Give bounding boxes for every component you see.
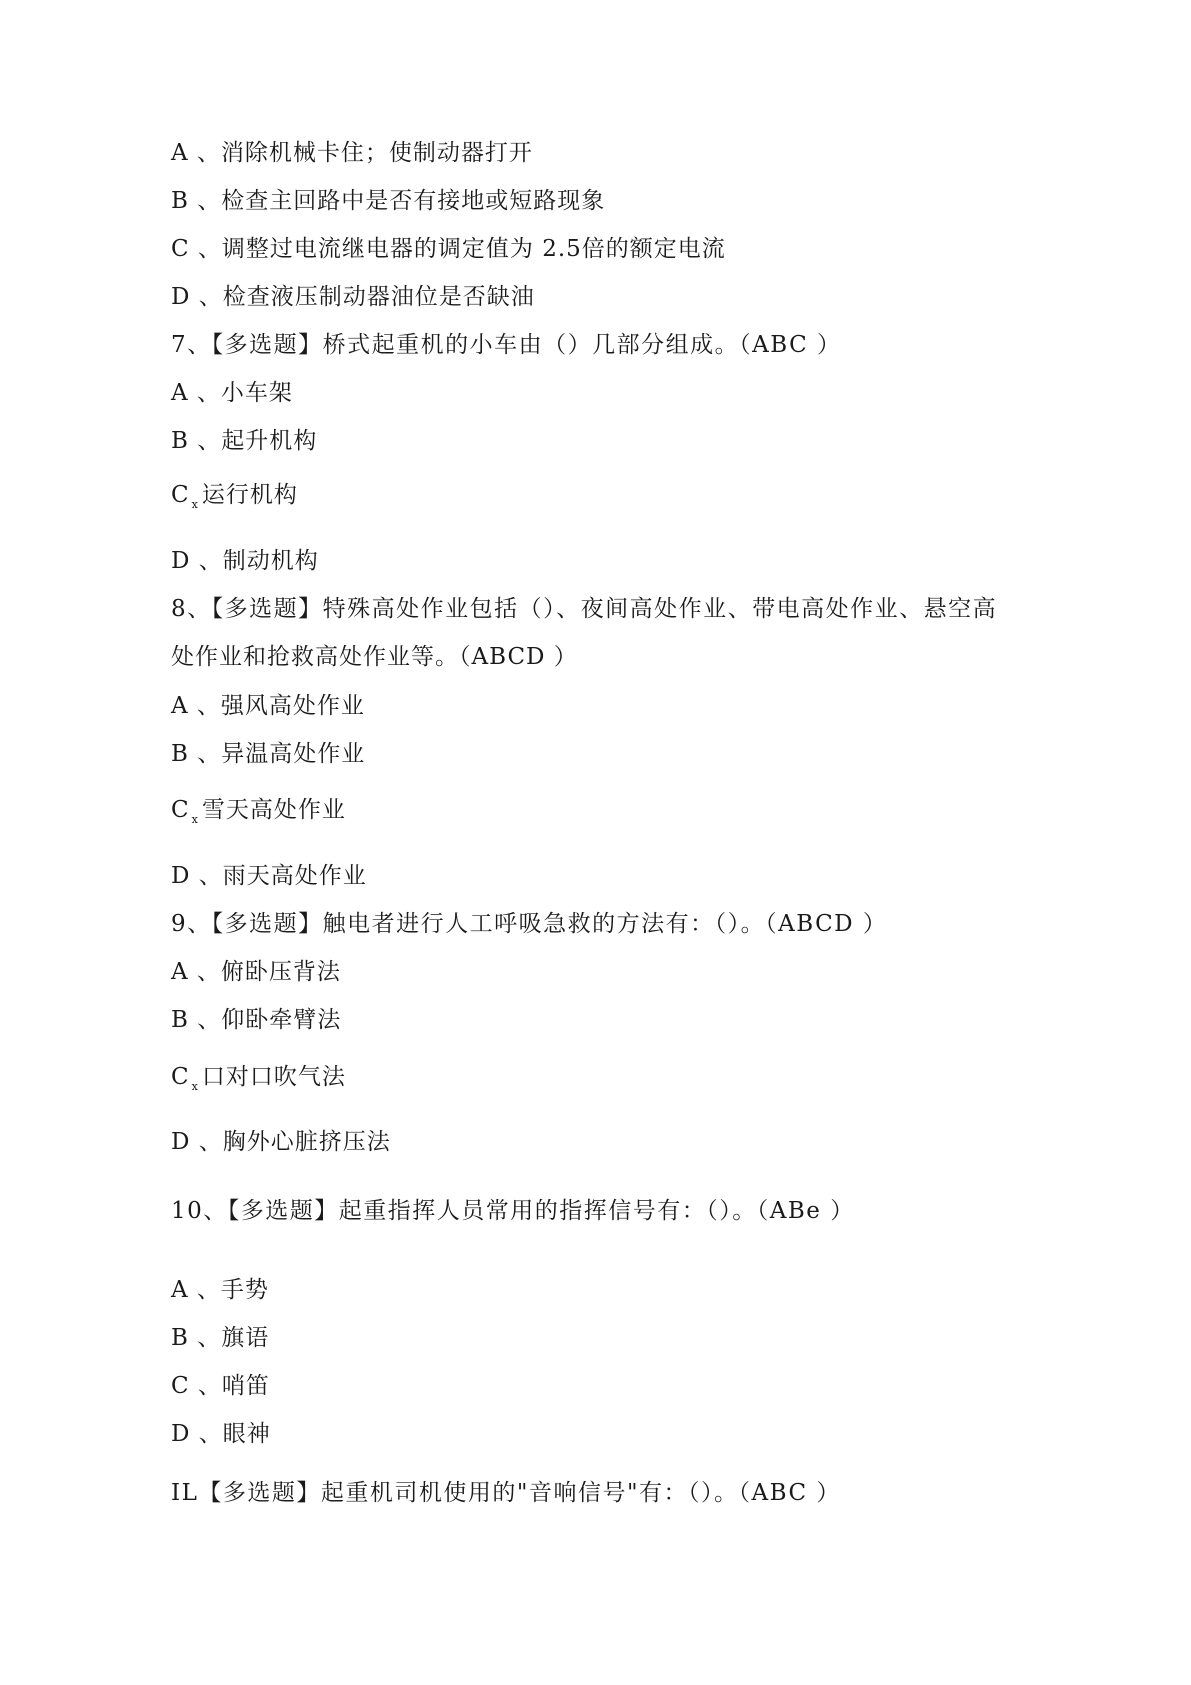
option-letter: C xyxy=(171,797,190,823)
q6-option-b: B 、检查主回路中是否有接地或短路现象 xyxy=(171,188,606,214)
q10-question: 10、【多选题】起重指挥人员常用的指挥信号有：（）。（ABe ） xyxy=(171,1198,855,1224)
q6-option-c: C 、调整过电流继电器的调定值为 2.5倍的额定电流 xyxy=(171,236,726,262)
q10-option-c: C 、哨笛 xyxy=(171,1373,270,1399)
q9-question: 9、【多选题】触电者进行人工呼吸急救的方法有：（）。（ABCD ） xyxy=(171,911,888,937)
q7-option-b: B 、起升机构 xyxy=(171,428,318,454)
q8-option-d: D 、雨天高处作业 xyxy=(171,863,367,889)
q8-option-b: B 、异温高处作业 xyxy=(171,741,366,767)
q11-question: IL【多选题】起重机司机使用的"音响信号"有：（）。（ABC ） xyxy=(171,1480,841,1506)
q9-option-d: D 、胸外心脏挤压法 xyxy=(171,1129,391,1155)
q6-option-d: D 、检查液压制动器油位是否缺油 xyxy=(171,284,535,310)
q7-option-a: A 、小车架 xyxy=(171,380,293,406)
option-subscript: x xyxy=(191,813,199,826)
option-text: 运行机构 xyxy=(201,482,298,508)
option-subscript: x xyxy=(191,498,199,511)
q8-option-c xyxy=(171,795,346,835)
option-text: 雪天高处作业 xyxy=(201,797,346,823)
q9-option-b: B 、仰卧牵臂法 xyxy=(171,1007,342,1033)
q8-question-line1: 8、【多选题】特殊高处作业包括（）、夜间高处作业、带电高处作业、悬空高 xyxy=(171,596,998,622)
q9-option-a: A 、俯卧压背法 xyxy=(171,959,341,985)
q10-option-d: D 、眼神 xyxy=(171,1421,271,1447)
q10-option-b: B 、旗语 xyxy=(171,1325,270,1351)
q6-option-a: A 、消除机械卡住；使制动器打开 xyxy=(171,140,533,166)
q8-option-a: A 、强风高处作业 xyxy=(171,693,365,719)
option-subscript: x xyxy=(191,1080,199,1093)
q7-option-d: D 、制动机构 xyxy=(171,548,319,574)
option-letter: C xyxy=(171,1064,190,1090)
q8-question-line2: 处作业和抢救高处作业等。（ABCD ） xyxy=(171,644,578,670)
q7-option-c xyxy=(171,480,298,520)
q7-question: 7、【多选题】桥式起重机的小车由（）几部分组成。（ABC ） xyxy=(171,332,842,358)
q10-option-a: A 、手势 xyxy=(171,1277,269,1303)
option-letter: C xyxy=(171,482,190,508)
q9-option-c xyxy=(171,1062,346,1102)
option-text: 口对口吹气法 xyxy=(201,1064,346,1090)
